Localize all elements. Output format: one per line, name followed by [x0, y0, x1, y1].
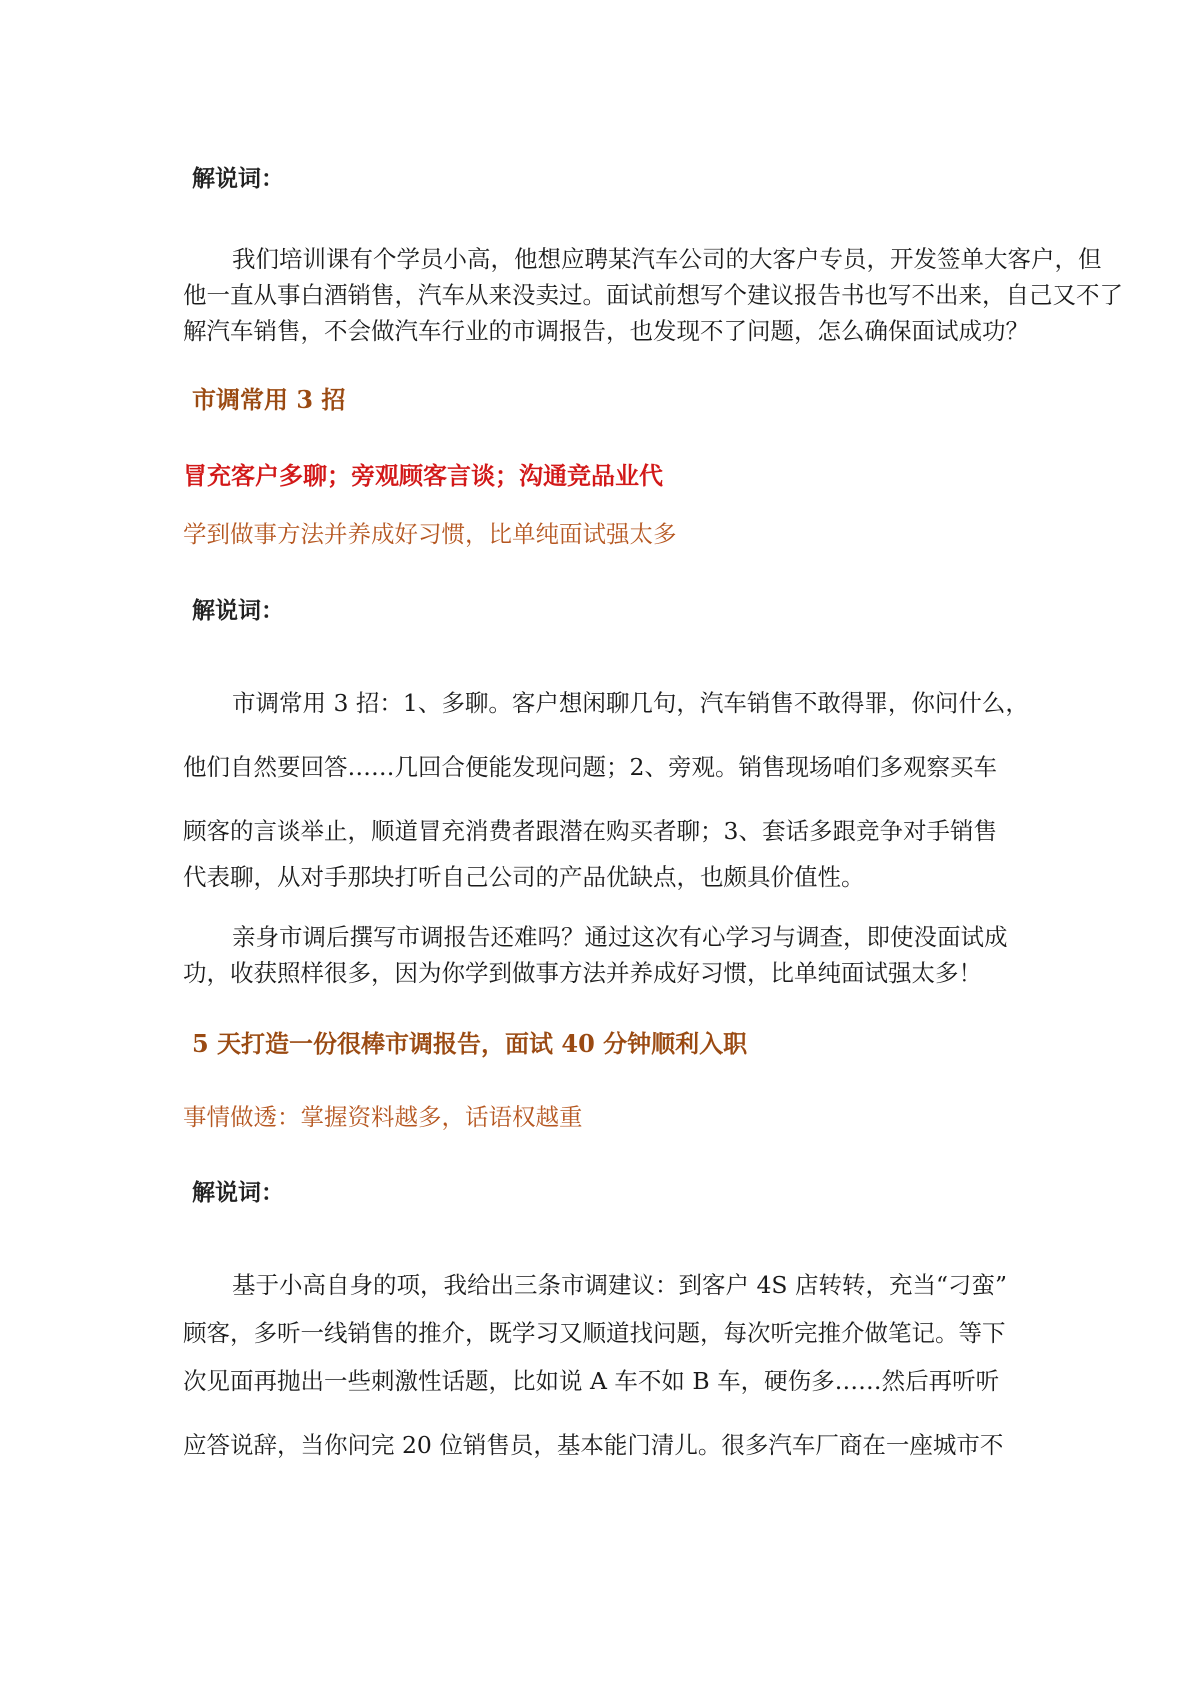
section-heading-2: 5 天打造一份很棒市调报告，面试 40 分钟顺利入职: [192, 1029, 748, 1058]
narration-label-2: 解说词：: [192, 597, 284, 624]
narration-label-1: 解说词：: [192, 165, 284, 192]
paragraph-4-line-2: 顾客，多听一线销售的推介，既学习又顺道找问题，每次听完推介做笔记。等下: [183, 1319, 1006, 1347]
paragraph-4-line-4: 应答说辞，当你问完 20 位销售员，基本能门清儿。很多汽车厂商在一座城市不: [183, 1431, 1004, 1459]
paragraph-1-line-2: 他一直从事白酒销售，汽车从来没卖过。面试前想写个建议报告书也写不出来，自己又不了: [183, 281, 1123, 309]
paragraph-1-line-1: 我们培训课有个学员小高，他想应聘某汽车公司的大客户专员，开发签单大客户，但: [232, 245, 1102, 273]
subtitle-2: 事情做透：掌握资料越多，话语权越重: [183, 1103, 583, 1131]
narration-label-3: 解说词：: [192, 1179, 284, 1206]
paragraph-3-line-1: 亲身市调后撰写市调报告还难吗？通过这次有心学习与调查，即使没面试成: [232, 923, 1008, 951]
paragraph-2-line-4: 代表聊，从对手那块打听自己公司的产品优缺点，也颇具价值性。: [183, 863, 865, 891]
paragraph-2-line-3: 顾客的言谈举止，顺道冒充消费者跟潜在购买者聊；3、套话多跟竞争对手销售: [183, 817, 997, 845]
section-heading-1: 市调常用 3 招: [192, 385, 346, 414]
paragraph-4-line-3: 次见面再抛出一些刺激性话题，比如说 A 车不如 B 车，硬伤多……然后再听听: [183, 1367, 1000, 1395]
paragraph-1-line-3: 解汽车销售，不会做汽车行业的市调报告，也发现不了问题，怎么确保面试成功？: [183, 317, 1029, 345]
red-highlight-heading: 冒充客户多聊；旁观顾客言谈；沟通竞品业代: [183, 461, 663, 490]
paragraph-4-line-1: 基于小高自身的项，我给出三条市调建议：到客户 4S 店转转，充当“刁蛮”: [232, 1271, 1008, 1299]
subtitle-1: 学到做事方法并养成好习惯，比单纯面试强太多: [183, 520, 677, 548]
paragraph-2-line-2: 他们自然要回答……几回合便能发现问题；2、旁观。销售现场咱们多观察买车: [183, 753, 997, 781]
paragraph-3-line-2: 功，收获照样很多，因为你学到做事方法并养成好习惯，比单纯面试强太多！: [183, 959, 982, 987]
paragraph-2-line-1: 市调常用 3 招：1、多聊。客户想闲聊几句，汽车销售不敢得罪，你问什么，: [232, 689, 1029, 717]
